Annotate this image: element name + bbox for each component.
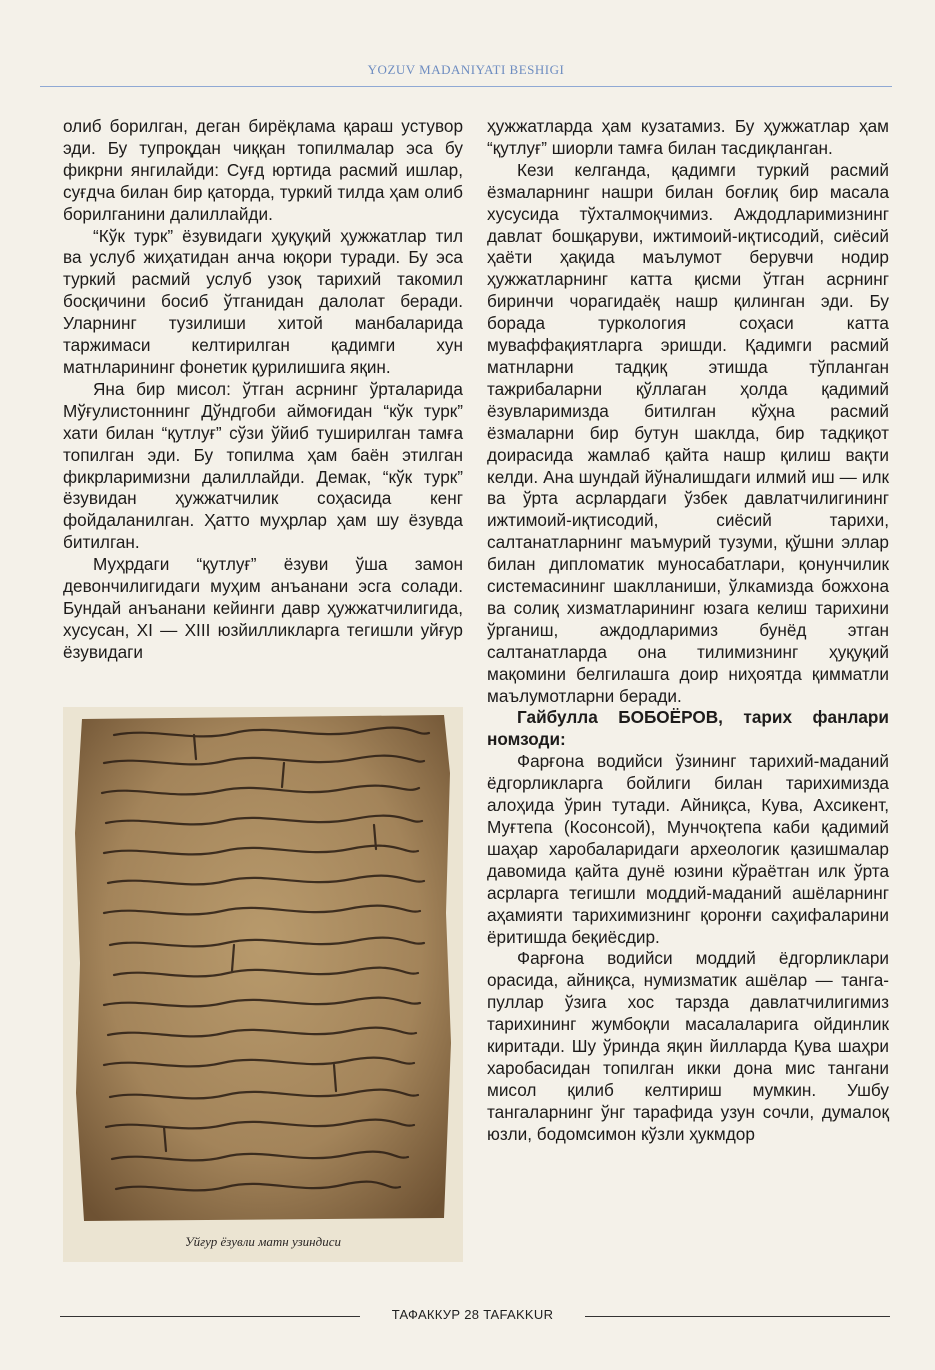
author-heading: Гайбулла БОБОЁРОВ, тарих фанлари номзоди: [487, 707, 889, 750]
manuscript-figure [63, 707, 463, 1262]
right-column [487, 116, 889, 1146]
right-paragraph-3: Фарғона водийси ўзининг тарихий-маданий ёдгорликларга бойлиги билан тарихимизда алоҳида ўрин тутади. Айниқса, Кува, Ахсикент, Муғтепа (Косонсой), Мунчоқтепа каби қадимий шаҳар харобаларидаги археологик қазишмалар давомида қайта дунё юзини кўраётган илк ўрта асрларга тегишли моддий-маданий ашёларнинг аҳамияти тарихимизнинг қоронғи саҳифаларини ёритишда беқиёсдир. [487, 751, 889, 947]
figure-caption: Уйғур ёзувли матн узиндиси [185, 1234, 341, 1249]
right-paragraph-1: ҳужжатларда ҳам кузатамиз. Бу ҳужжатлар ҳам “қутлуғ” шиорли тамға билан тасдиқланган. [487, 116, 889, 158]
left-column [63, 116, 463, 664]
header-rule [40, 86, 892, 87]
right-paragraph-4: Фарғона водийси моддий ёдгорликлари орасида, айниқса, нумизматик ашёлар — танга-пуллар ўзига хос тарзда давлатчилигимиз тарихининг жумбоқли масалаларига ойдинлик киритади. Шу ўринда яқин йилларда Қува шаҳри харобасидан топилган икки дона мис тангани мисол қилиб келтириш мумкин. Ушбу тангаларнинг ўнг тарафида узун сочли, думалоқ юзли, бодомсимон кўзли ҳукмдор [487, 948, 889, 1144]
left-paragraph-2: “Кўк турк” ёзувидаги ҳуқуқий ҳужжатлар тил ва услуб жиҳатидан анча юқори туради. Бу эса туркий расмий услуб узоқ тарихий такомил босқичини босиб ўтганидан далолат беради. Уларнинг тузилиши хитой манбаларида таржимаси келтирилган қадимги хун матнларининг фонетик қурилишига яқин. [63, 225, 463, 377]
running-header: YOZUV MADANIYATI BESHIGI [367, 62, 565, 77]
footer-folio: ТАФАККУР 28 TAFAKKUR [391, 1307, 554, 1322]
page-footer [60, 1307, 890, 1327]
left-paragraph-1: олиб борилган, деган бирёқлама қараш устувор эди. Бу тупроқдан чиққан топилмалар эса бу фикрни янгилайди: Суғд юртида расмий ишлар, суғдча билан бир қаторда, туркий тилда ҳам олиб борилганини далиллайди. [63, 116, 463, 224]
footer-rule-right [585, 1316, 890, 1317]
left-paragraph-4: Муҳрдаги “қутлуғ” ёзуви ўша замон девончилигидаги муҳим анъанани эсга солади. Бундай анъанани кейинги давр ҳужжатчилигида, хусусан, XI — XIII юзйилликларга тегишли уйғур ёзувидаги [63, 554, 463, 662]
right-paragraph-2: Кези келганда, қадимги туркий расмий ёзмаларнинг нашри билан боғлиқ бир масала хусусида тўхталмоқчимиз. Аждодларимизнинг давлат бошқаруви, ижтимоий-иқтисодий, сиёсий ҳаёти ҳақида маълумот берувчи нодир ҳужжатларнинг катта қисми ўтган асрнинг биринчи чорагидаёқ нашр қилинган эди. Бу борада туркология соҳаси катта муваффақиятларга эришди. Қадимги расмий матнларни тадқиқ этишда тўпланган тажрибаларни қўллаган ҳолда қадимий ёзувларимизда битилган кўҳна расмий ёзмаларни бир бутун шаклда, бир тадқиқот доирасида жамлаб қайта нашр қилиш вақти келди. Ана шундай йўналишдаги илмий иш — илк ва ўрта асрлардаги ўзбек давлатчилигининг ижтимоий-иқтисодий, сиёсий тарихи, салтанатларнинг маъмурий тузуми, қўшни эллар билан дипломатик муносабатлари, қонунчилик системасининг шаклланиши, ўлкамизда божхона ва солиқ хизматларининг юзага келиш тарихини ўрганиш, аждодларимиз бунёд этган салтанатларда она тилимизнинг ҳуқуқий мақомини белгилашга доир ниҳоятда қимматли маълумотларни беради. [487, 159, 889, 706]
footer-rule-left [60, 1316, 360, 1317]
left-paragraph-3: Яна бир мисол: ўтган асрнинг ўрталарида Мўғулистоннинг Дўндгоби аймоғидан “кўк турк” хати билан “қутлуғ” сўзи ўйиб туширилган тамға топилган эди. Бу топилма ҳам баён этилган фикрларимизни далиллайди. Демак, “кўк турк” ёзувидан ҳужжатчилик соҳасида кенг фойдаланилган. Ҳатто муҳрлар ҳам шу ёзувда битилган. [63, 378, 463, 553]
uyghur-manuscript-image [74, 713, 452, 1223]
